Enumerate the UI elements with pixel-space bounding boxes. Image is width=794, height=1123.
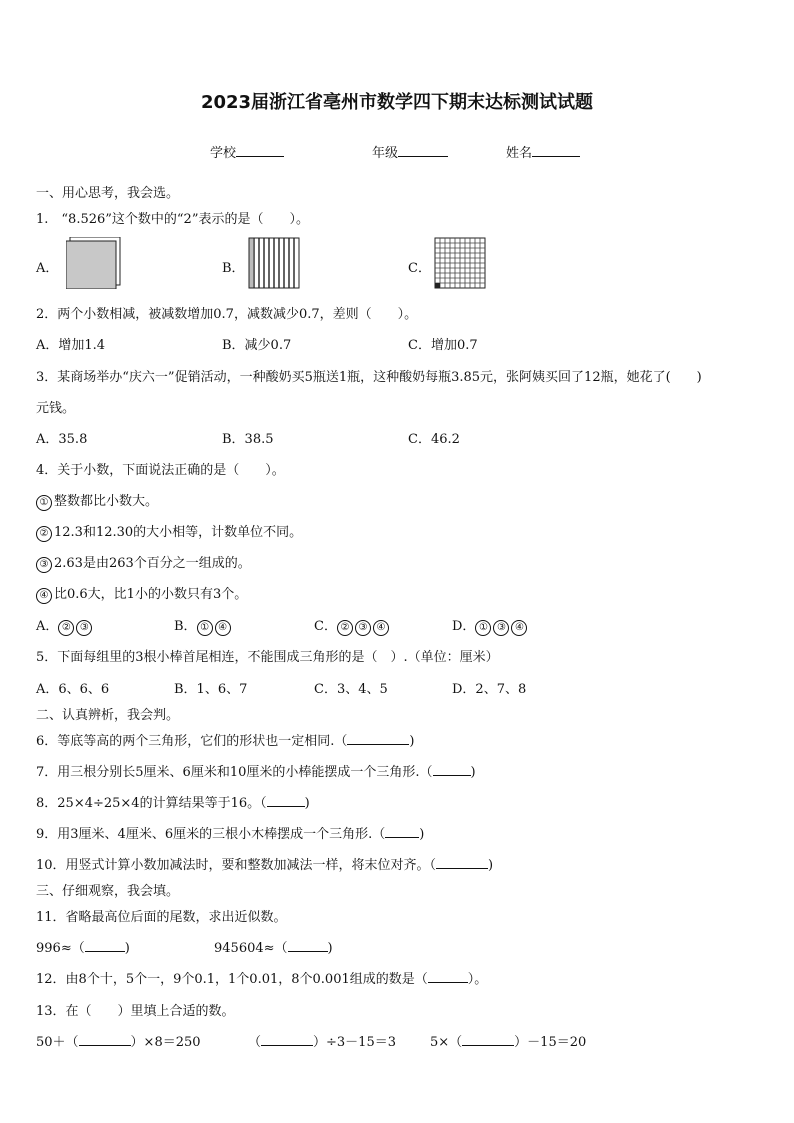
q10-answer-blank[interactable] — [436, 856, 488, 869]
q3-option-b[interactable]: B．38.5 — [222, 432, 274, 447]
question-12: 12．由8个十，5个一，9个0.1，1个0.01，8个0.001组成的数是（ ）。 — [36, 972, 488, 987]
question-3-cont: 元钱。 — [36, 401, 76, 416]
q5-option-d[interactable]: D．2、7、8 — [452, 682, 527, 697]
q5-option-c[interactable]: C．3、4、5 — [314, 682, 388, 697]
q13-equation-3: 5×（ ）－15＝20 — [430, 1035, 587, 1050]
whole-square-figure — [66, 237, 122, 293]
question-2: 2．两个小数相减，被减数增加0.7，减数减少0.7，差则（ ）。 — [36, 307, 418, 322]
school-field[interactable] — [210, 142, 284, 161]
q11-a-blank[interactable] — [85, 939, 125, 952]
school-blank[interactable] — [236, 144, 284, 157]
question-3: 3．某商场举办“庆六一”促销活动，一种酸奶买5瓶送1瓶，这种酸奶每瓶3.85元，张阿姨买回了12瓶，她花了( ) — [36, 370, 702, 385]
question-11: 11．省略最高位后面的尾数，求出近似数。 — [36, 910, 287, 925]
name-label: 姓名 — [506, 146, 533, 161]
grade-label: 年级 — [372, 146, 399, 161]
question-8: 8．25×4÷25×4的计算结果等于16。（ ) — [36, 796, 310, 811]
q4-statement-1: ① 整数都比小数大。 — [36, 490, 158, 511]
q13-equation-2: （ ）÷3－15＝3 — [248, 1035, 396, 1050]
q4-option-a[interactable]: A． ② ③ — [36, 615, 94, 636]
q8-answer-blank[interactable] — [267, 794, 305, 807]
q3-option-c[interactable]: C．46.2 — [408, 432, 460, 447]
q5-option-a[interactable]: A．6、6、6 — [36, 682, 110, 697]
q5-option-b[interactable]: B．1、6、7 — [174, 682, 248, 697]
question-5: 5．下面每组里的3根小棒首尾相连，不能围成三角形的是（ ）.（单位：厘米） — [36, 650, 499, 665]
q3-option-a[interactable]: A．35.8 — [36, 432, 88, 447]
section-1-heading: 一、用心思考，我会选。 — [36, 186, 180, 201]
question-1: 1. “8.526”这个数中的“2”表示的是（ ）。 — [36, 212, 309, 227]
q4-statement-3: ③ 2.63是由263个百分之一组成的。 — [36, 552, 251, 573]
q4-option-d[interactable]: D． ① ③ ④ — [452, 615, 529, 636]
question-13: 13．在（ ）里填上合适的数。 — [36, 1004, 235, 1019]
q4-option-b[interactable]: B． ① ④ — [174, 615, 233, 636]
q9-answer-blank[interactable] — [385, 825, 419, 838]
section-3-heading: 三、仔细观察，我会填。 — [36, 884, 180, 899]
question-4: 4．关于小数，下面说法正确的是（ ）。 — [36, 463, 285, 478]
hundredths-grid-figure — [434, 237, 488, 293]
q11-item-b: 945604≈（ ) — [214, 941, 333, 956]
grade-blank[interactable] — [398, 144, 448, 157]
section-2-heading: 二、认真辨析，我会判。 — [36, 708, 180, 723]
q12-answer-blank[interactable] — [428, 970, 468, 983]
q13-e3-blank[interactable] — [462, 1033, 514, 1046]
q1-option-b-label[interactable]: B． — [222, 261, 245, 276]
q6-answer-blank[interactable] — [347, 732, 409, 745]
question-7: 7．用三根分别长5厘米、6厘米和10厘米的小棒能摆成一个三角形.（ ) — [36, 765, 476, 780]
q2-option-a[interactable]: A．增加1.4 — [36, 338, 106, 353]
q13-e1-blank[interactable] — [79, 1033, 131, 1046]
q4-option-c[interactable]: C． ② ③ ④ — [314, 615, 391, 636]
question-6: 6．等底等高的两个三角形，它们的形状也一定相同.（ ) — [36, 734, 415, 749]
question-9: 9．用3厘米、4厘米、6厘米的三根小木棒摆成一个三角形.（ ) — [36, 827, 425, 842]
q7-answer-blank[interactable] — [433, 763, 471, 776]
question-10: 10．用竖式计算小数加减法时，要和整数加减法一样，将末位对齐。（ ) — [36, 858, 494, 873]
name-blank[interactable] — [532, 144, 580, 157]
q1-option-a-label[interactable]: A． — [36, 261, 59, 276]
q2-option-c[interactable]: C．增加0.7 — [408, 338, 478, 353]
page-title: 2023届浙江省亳州市数学四下期末达标测试试题 — [200, 92, 594, 113]
school-label: 学校 — [210, 146, 237, 161]
q1-option-c-label[interactable]: C． — [408, 261, 431, 276]
grade-field[interactable] — [372, 142, 448, 161]
name-field[interactable] — [506, 142, 580, 161]
q13-equation-1: 50＋（ ）×8＝250 — [36, 1035, 201, 1050]
q4-statement-4: ④ 比0.6大，比1小的小数只有3个。 — [36, 583, 247, 604]
q13-e2-blank[interactable] — [261, 1033, 313, 1046]
q4-statement-2: ② 12.3和12.30的大小相等，计数单位不同。 — [36, 521, 302, 542]
q2-option-b[interactable]: B．减少0.7 — [222, 338, 292, 353]
q11-b-blank[interactable] — [288, 939, 328, 952]
q11-item-a: 996≈（ ) — [36, 941, 130, 956]
tenths-grid-figure — [248, 237, 300, 293]
